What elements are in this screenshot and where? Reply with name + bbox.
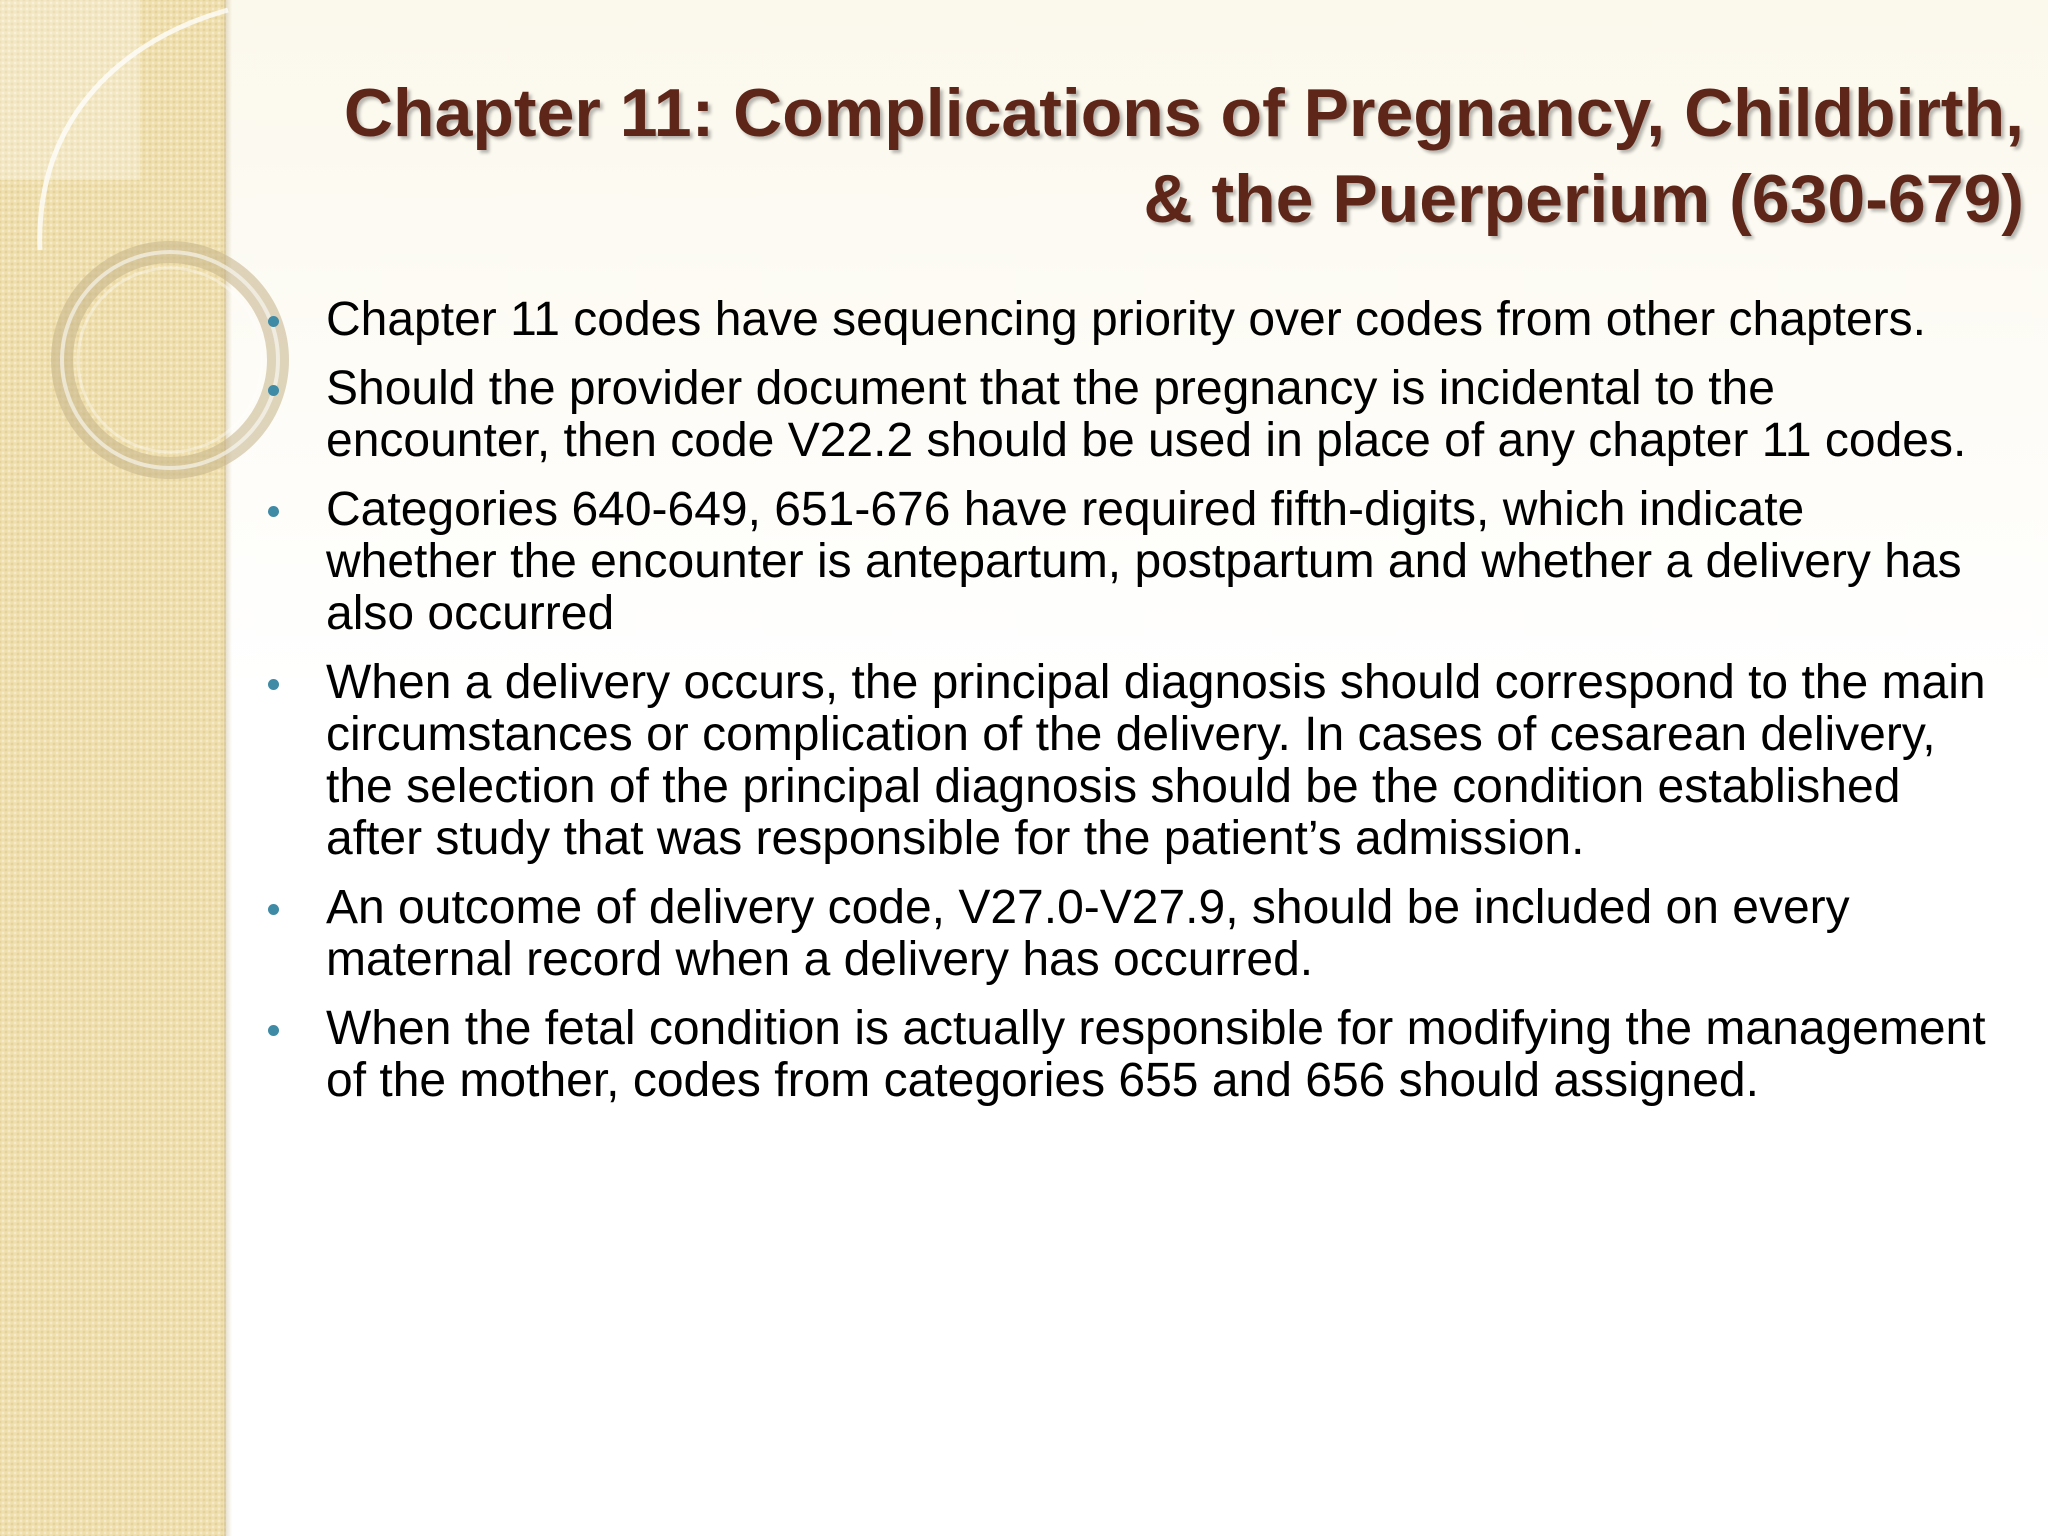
bullet-text: Chapter 11 codes have sequencing priority over codes from other chapters. (326, 293, 1926, 346)
bullet-text: Categories 640-649, 651-676 have required fifth-digits, which indicate whether the encounter is antepartum, postpartum and whether a delivery has also occurred (326, 483, 1962, 640)
bullet-marker-icon (268, 385, 279, 396)
bullet-item (268, 1003, 1988, 1107)
bullet-marker-icon (268, 1025, 279, 1036)
slide-title-line-2: & the Puerperium (630-679) (1143, 161, 2024, 237)
bullet-item (268, 657, 1988, 865)
bullet-marker-icon (268, 904, 279, 915)
bullet-list (268, 294, 1988, 1124)
bullet-marker-icon (268, 506, 279, 517)
bullet-text: When the fetal condition is actually responsible for modifying the management of the mother, codes from categories 655 and 656 should assigned. (326, 1002, 1986, 1107)
bullet-text: When a delivery occurs, the principal diagnosis should correspond to the main circumstances or complication of the delivery. In cases of cesarean delivery, the selection of the principal diagnosis should be the condition established after study that was responsible for the patient’s admission. (326, 656, 1986, 865)
bullet-marker-icon (268, 316, 279, 327)
slide-title (224, 70, 2024, 242)
bullet-item (268, 882, 1988, 986)
slide-title-line-1: Chapter 11: Complications of Pregnancy, Childbirth, (343, 75, 2024, 151)
bullet-text: Should the provider document that the pregnancy is incidental to the encounter, then code V22.2 should be used in place of any chapter 11 codes. (326, 362, 1967, 467)
bullet-marker-icon (268, 679, 279, 690)
bullet-item (268, 484, 1988, 640)
bullet-text: An outcome of delivery code, V27.0-V27.9, should be included on every maternal record when a delivery has occurred. (326, 881, 1850, 986)
bullet-item (268, 294, 1988, 346)
bullet-item (268, 363, 1988, 467)
